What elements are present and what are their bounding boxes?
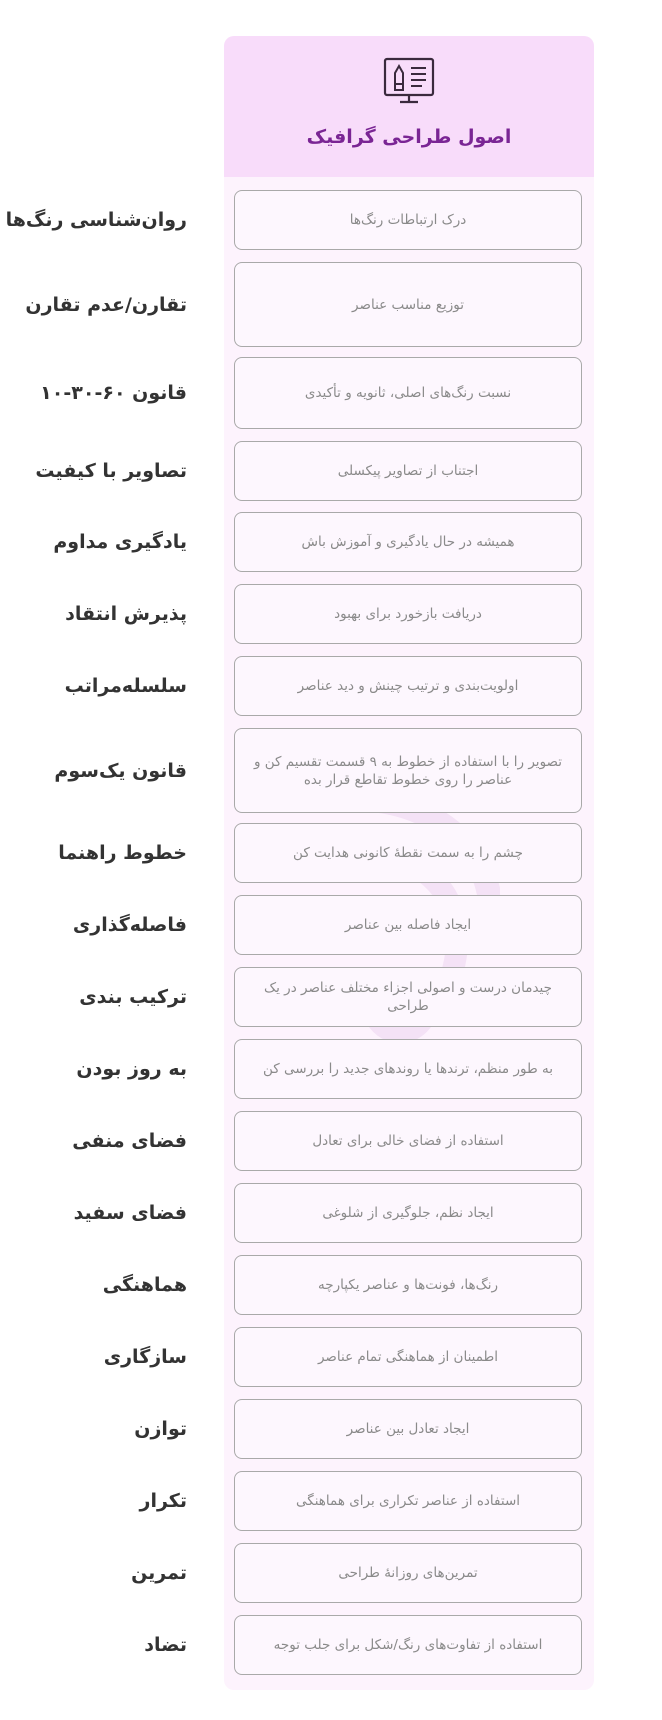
principle-description-box: [234, 1543, 582, 1603]
principle-description-box: [234, 967, 582, 1027]
principle-description: درک ارتباطات رنگ‌ها: [349, 212, 467, 228]
principle-description: ایجاد فاصله بین عناصر: [344, 917, 472, 933]
principle-description-box: [234, 1111, 582, 1171]
principle-description-box: [234, 895, 582, 955]
principle-description: ایجاد نظم، جلوگیری از شلوغی: [322, 1205, 494, 1221]
principle-description-box: [234, 1471, 582, 1531]
principle-label: هماهنگی: [102, 1274, 187, 1296]
principle-description-box: [234, 1615, 582, 1675]
principle-label: فضای سفید: [73, 1202, 187, 1224]
principle-label: قانون ۶۰-۳۰-۱۰: [40, 382, 187, 404]
principle-label: تکرار: [139, 1490, 187, 1512]
principle-description-box: [234, 190, 582, 250]
principle-label: خطوط راهنما: [58, 842, 187, 864]
principle-description: اجتناب از تصاویر پیکسلی: [337, 463, 479, 479]
principle-description-box: [234, 1039, 582, 1099]
principle-description: ایجاد تعادل بین عناصر: [346, 1421, 470, 1437]
principle-label: تضاد: [144, 1634, 187, 1656]
principle-label: سلسله‌مراتب: [64, 675, 187, 697]
principle-label: یادگیری مداوم: [53, 531, 187, 553]
principle-description: به طور منظم، ترندها یا روندهای جدید را بررسی کن: [263, 1061, 553, 1077]
principle-description-box: [234, 656, 582, 716]
principle-description: توزیع مناسب عناصر: [352, 296, 464, 313]
principle-label: تصاویر با کیفیت: [35, 460, 187, 482]
principle-description: تمرین‌های روزانهٔ طراحی: [338, 1565, 478, 1581]
principle-description: چیدمان درست و اصولی اجزاء مختلف عناصر در یک طراحی: [264, 980, 552, 1014]
principle-description: اولویت‌بندی و ترتیب چینش و دید عناصر: [297, 678, 519, 694]
diagram-header: [224, 36, 594, 177]
principle-description-box: [234, 1183, 582, 1243]
principle-description-box: [234, 584, 582, 644]
principle-label: تمرین: [131, 1562, 187, 1584]
principle-description-box: [234, 728, 582, 813]
principle-label: سازگاری: [103, 1346, 187, 1368]
principle-description: رنگ‌ها، فونت‌ها و عناصر یکپارچه: [318, 1277, 498, 1293]
principle-label: قانون یک‌سوم: [54, 759, 187, 782]
principle-description: همیشه در حال یادگیری و آموزش باش: [301, 534, 515, 550]
principle-label: فضای منفی: [72, 1130, 187, 1152]
principle-description-box: [234, 1327, 582, 1387]
principle-description: تصویر را با استفاده از خطوط به ۹ قسمت تقسیم کن و عناصر را روی خطوط تقاطع قرار بده: [253, 753, 563, 788]
principle-label: روان‌شناسی رنگ‌ها: [5, 209, 187, 231]
principle-description: استفاده از فضای خالی برای تعادل: [312, 1133, 504, 1149]
principle-label: فاصله‌گذاری: [72, 914, 187, 936]
principle-description-box: [234, 1255, 582, 1315]
principle-description-box: [234, 1399, 582, 1459]
principle-description-box: [234, 512, 582, 572]
principle-label: ترکیب بندی: [79, 986, 187, 1008]
design-monitor-icon: [382, 56, 436, 106]
diagram-title: اصول طراحی گرافیک: [306, 126, 512, 148]
principle-label: پذیرش انتقاد: [65, 603, 187, 625]
principle-description-box: [234, 441, 582, 501]
principle-description: دریافت بازخورد برای بهبود: [334, 606, 482, 622]
principle-label: توازن: [134, 1418, 187, 1440]
principle-label: به روز بودن: [76, 1058, 187, 1080]
principle-description: استفاده از عناصر تکراری برای هماهنگی: [296, 1493, 521, 1509]
principle-description: چشم را به سمت نقطهٔ کانونی هدایت کن: [293, 845, 523, 861]
principle-description-box: [234, 823, 582, 883]
principle-description-box: [234, 357, 582, 429]
principle-label: تقارن/عدم تقارن: [25, 293, 187, 316]
principle-description-box: [234, 262, 582, 347]
principle-description: اطمینان از هماهنگی تمام عناصر: [317, 1349, 499, 1365]
principle-description: استفاده از تفاوت‌های رنگ/شکل برای جلب توجه: [273, 1637, 543, 1653]
principle-description: نسبت رنگ‌های اصلی، ثانویه و تأکیدی: [304, 385, 512, 401]
